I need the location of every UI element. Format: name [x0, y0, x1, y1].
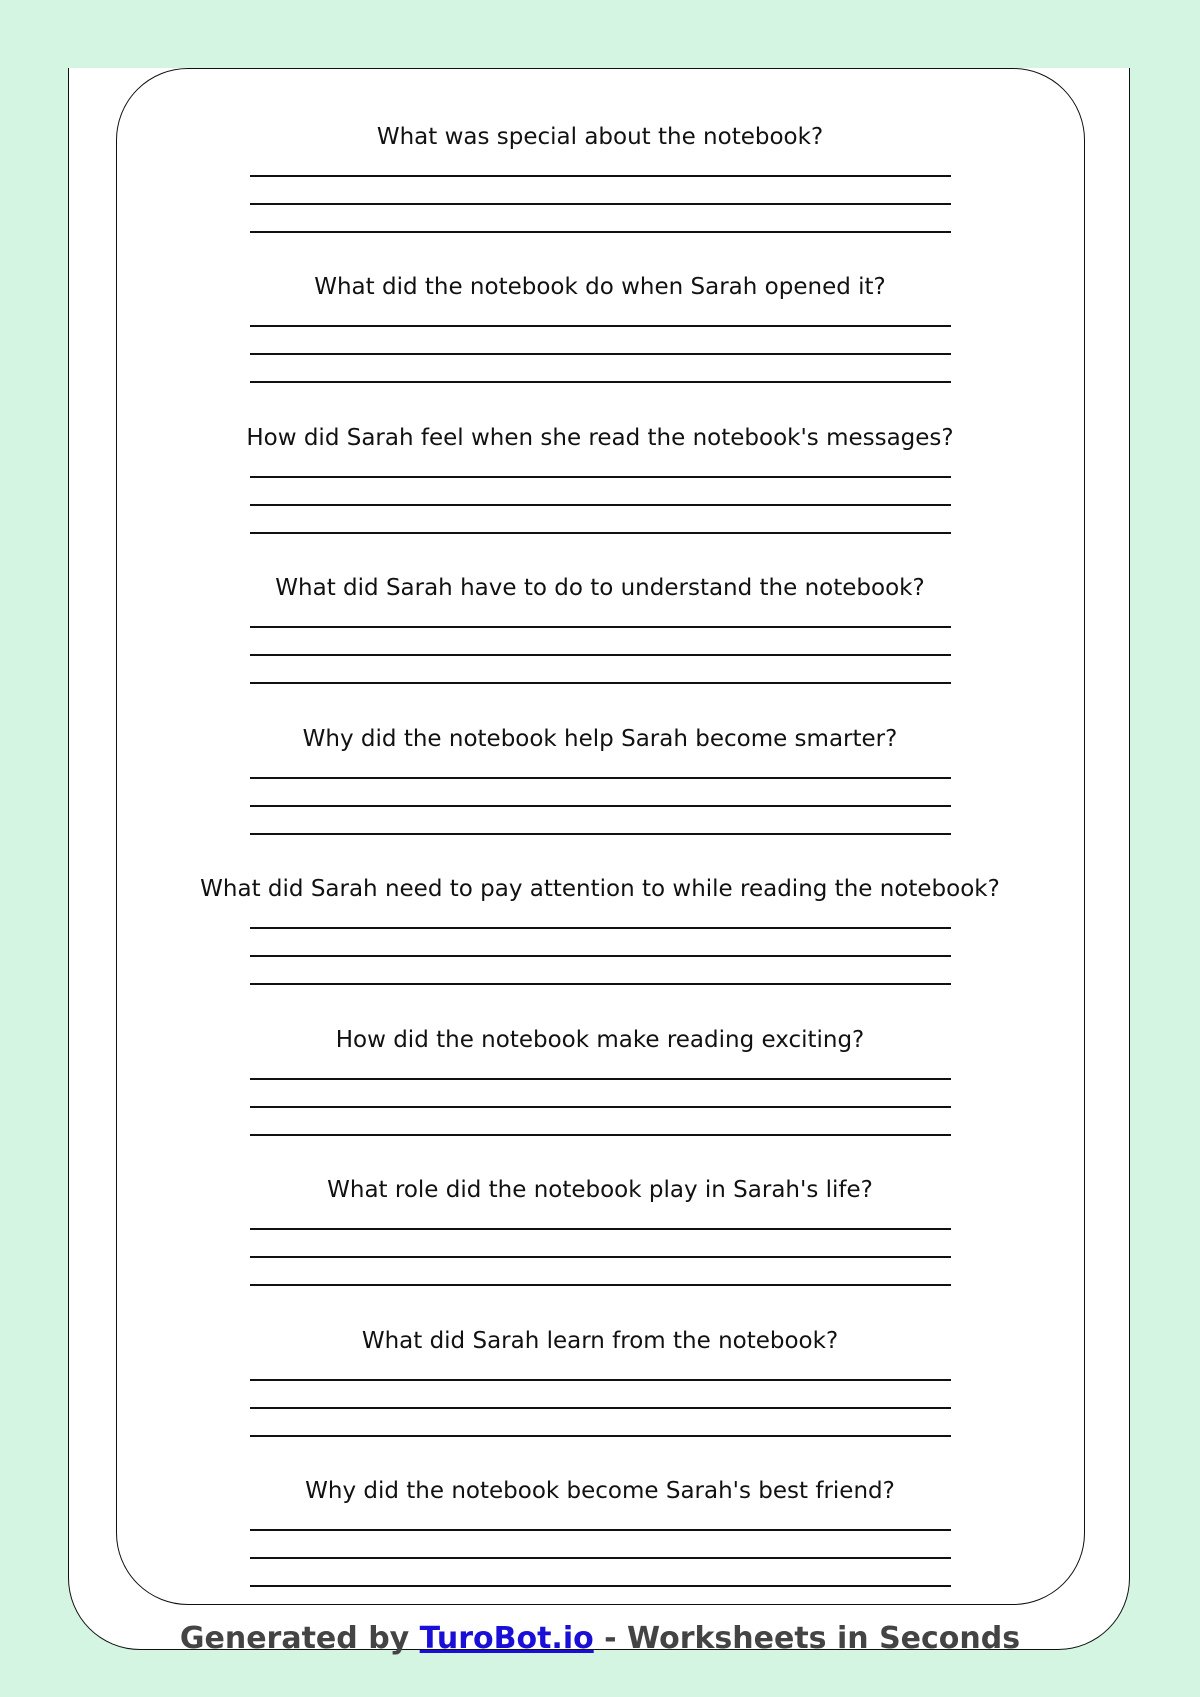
answer-line[interactable]: [250, 654, 951, 656]
question-text: What role did the notebook play in Sarah's life?: [327, 1177, 873, 1203]
question-text: What did Sarah learn from the notebook?: [361, 1328, 839, 1354]
question-item: [0, 1476, 1200, 1626]
answer-line[interactable]: [250, 805, 951, 807]
answer-line[interactable]: [250, 476, 951, 478]
question-text: Why did the notebook become Sarah's best friend?: [305, 1478, 895, 1504]
answer-line[interactable]: [250, 983, 951, 985]
answer-line[interactable]: [250, 833, 951, 835]
question-item: [0, 272, 1200, 422]
answer-line[interactable]: [250, 682, 951, 684]
answer-line[interactable]: [250, 1228, 951, 1230]
answer-line[interactable]: [250, 927, 951, 929]
answer-line[interactable]: [250, 1078, 951, 1080]
answer-line[interactable]: [250, 353, 951, 355]
answer-line[interactable]: [250, 532, 951, 534]
answer-line[interactable]: [250, 626, 951, 628]
footer-prefix: Generated by: [179, 1621, 420, 1656]
answer-line[interactable]: [250, 1379, 951, 1381]
footer-suffix: - Worksheets in Seconds: [593, 1621, 1021, 1656]
answer-line[interactable]: [250, 777, 951, 779]
question-text: What was special about the notebook?: [376, 124, 824, 150]
answer-line[interactable]: [250, 1435, 951, 1437]
question-item: [0, 122, 1200, 272]
answer-line[interactable]: [250, 1585, 951, 1587]
question-text: How did the notebook make reading exciting?: [335, 1027, 865, 1053]
question-item: [0, 1326, 1200, 1476]
answer-line[interactable]: [250, 1134, 951, 1136]
question-item: [0, 724, 1200, 874]
answer-line[interactable]: [250, 1557, 951, 1559]
answer-line[interactable]: [250, 1407, 951, 1409]
question-item: [0, 874, 1200, 1024]
question-item: [0, 573, 1200, 723]
question-item: [0, 1175, 1200, 1325]
footer-credit: [0, 1621, 1200, 1657]
answer-line[interactable]: [250, 231, 951, 233]
question-text: Why did the notebook help Sarah become smarter?: [302, 726, 898, 752]
question-item: [0, 423, 1200, 573]
answer-line[interactable]: [250, 504, 951, 506]
turobot-link[interactable]: TuroBot.io: [419, 1621, 594, 1656]
question-item: [0, 1025, 1200, 1175]
question-text: How did Sarah feel when she read the notebook's messages?: [246, 425, 954, 451]
answer-line[interactable]: [250, 1529, 951, 1531]
answer-line[interactable]: [250, 1284, 951, 1286]
answer-line[interactable]: [250, 325, 951, 327]
question-text: What did the notebook do when Sarah opened it?: [314, 274, 886, 300]
answer-line[interactable]: [250, 381, 951, 383]
answer-line[interactable]: [250, 1256, 951, 1258]
answer-line[interactable]: [250, 955, 951, 957]
answer-line[interactable]: [250, 1106, 951, 1108]
question-text: What did Sarah have to do to understand the notebook?: [275, 575, 925, 601]
question-text: What did Sarah need to pay attention to while reading the notebook?: [200, 876, 1000, 902]
answer-line[interactable]: [250, 175, 951, 177]
answer-line[interactable]: [250, 203, 951, 205]
